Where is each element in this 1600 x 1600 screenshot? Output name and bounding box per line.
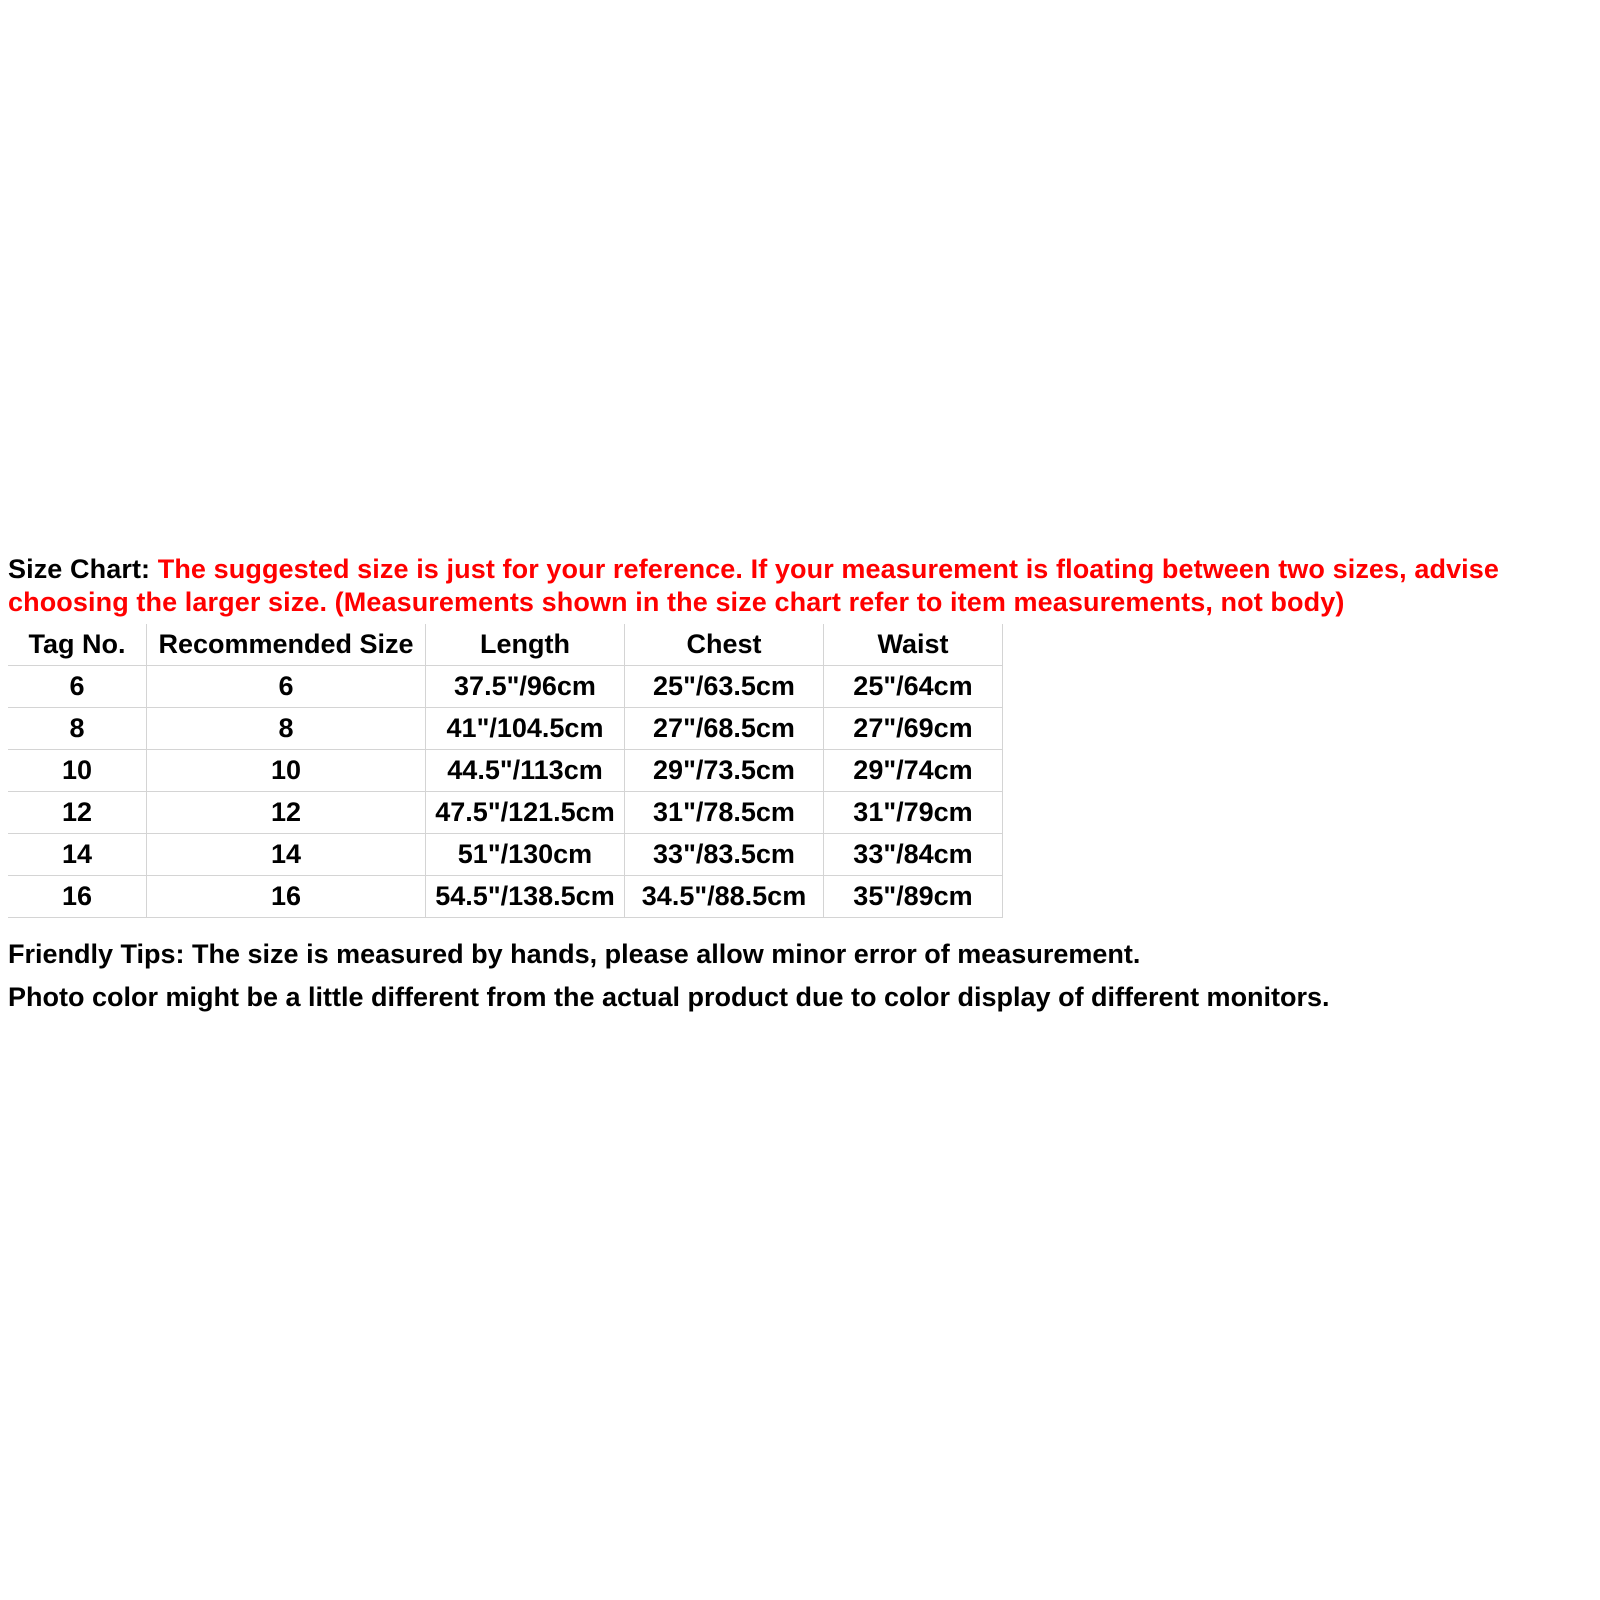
cell-waist: 33"/84cm [824,834,1003,876]
table-row [8,708,1003,750]
cell-chest: 27"/68.5cm [625,708,824,750]
header-tag-no: Tag No. [8,624,147,666]
table-row [8,876,1003,918]
cell-tag-no: 6 [8,666,147,708]
cell-length: 41"/104.5cm [426,708,625,750]
cell-waist: 31"/79cm [824,792,1003,834]
cell-tag-no: 8 [8,708,147,750]
cell-waist: 25"/64cm [824,666,1003,708]
table-row [8,834,1003,876]
size-chart-heading [8,553,1598,619]
tips-line-measurement: Friendly Tips: The size is measured by hands, please allow minor error of measurement. [8,939,1141,969]
friendly-tips [8,933,1330,1019]
table-row [8,666,1003,708]
cell-tag-no: 10 [8,750,147,792]
cell-recommended-size: 10 [147,750,426,792]
cell-length: 54.5"/138.5cm [426,876,625,918]
cell-length: 51"/130cm [426,834,625,876]
cell-recommended-size: 14 [147,834,426,876]
cell-recommended-size: 6 [147,666,426,708]
cell-tag-no: 16 [8,876,147,918]
cell-recommended-size: 8 [147,708,426,750]
cell-recommended-size: 16 [147,876,426,918]
table-row [8,750,1003,792]
cell-recommended-size: 12 [147,792,426,834]
size-chart-note: The suggested size is just for your reference. If your measurement is floating between two sizes, advise choosing the larger size. (Measurements shown in the size chart refer to item measurements, not body) [8,554,1500,617]
cell-waist: 29"/74cm [824,750,1003,792]
table-header-row [8,624,1003,666]
size-table [8,624,1003,918]
cell-chest: 29"/73.5cm [625,750,824,792]
cell-chest: 33"/83.5cm [625,834,824,876]
cell-waist: 35"/89cm [824,876,1003,918]
cell-waist: 27"/69cm [824,708,1003,750]
cell-length: 37.5"/96cm [426,666,625,708]
cell-chest: 34.5"/88.5cm [625,876,824,918]
header-waist: Waist [824,624,1003,666]
table-row [8,792,1003,834]
cell-length: 44.5"/113cm [426,750,625,792]
cell-tag-no: 14 [8,834,147,876]
header-chest: Chest [625,624,824,666]
size-chart-label: Size Chart: [8,554,158,584]
cell-tag-no: 12 [8,792,147,834]
cell-length: 47.5"/121.5cm [426,792,625,834]
cell-chest: 25"/63.5cm [625,666,824,708]
cell-chest: 31"/78.5cm [625,792,824,834]
tips-line-photo-color: Photo color might be a little different from the actual product due to color display of different monitors. [8,982,1330,1012]
header-recommended-size: Recommended Size [147,624,426,666]
header-length: Length [426,624,625,666]
